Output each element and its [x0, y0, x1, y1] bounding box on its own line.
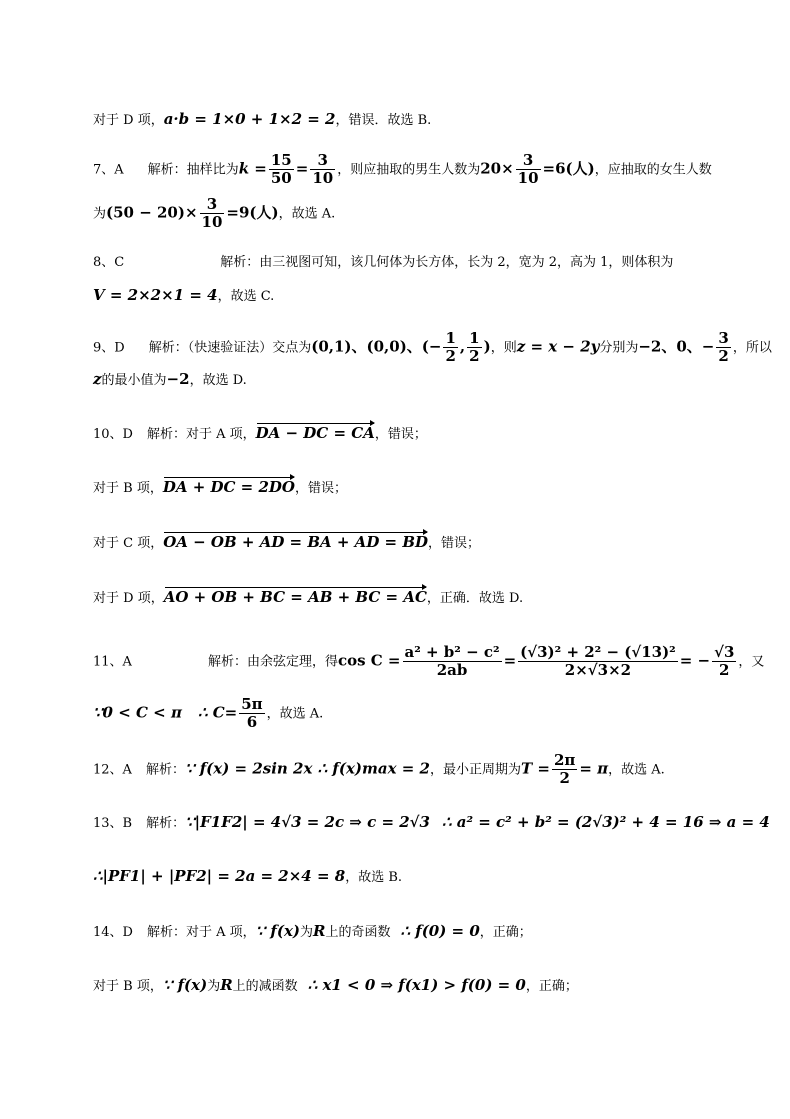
text: 解析：对于 A 项，	[146, 925, 256, 940]
text: 对于 D 项，	[93, 113, 164, 128]
text: ，又	[738, 654, 765, 670]
math: ∵ f(x) = 2sin 2x ∴ f(x)max = 2	[184, 759, 430, 778]
text: ，故选 C.	[217, 289, 275, 304]
math: (0,1)、(0,0)、(−	[311, 337, 442, 356]
q14-line-b	[93, 978, 578, 993]
math-volume: V = 2×2×1 = 4	[93, 286, 218, 304]
question-label: 14、D	[93, 925, 133, 940]
math-vector: AO + OB + BC = AB + BC = AC	[163, 588, 427, 606]
fraction: $\frac{3}{10}$	[201, 195, 223, 232]
text: 为	[207, 979, 221, 994]
q8-line-2	[93, 288, 274, 303]
math-vector: OA − OB + AD = BA + AD = BD	[163, 533, 429, 551]
text: 解析：对于 A 项，	[146, 427, 256, 442]
text: 对于 D 项，	[93, 591, 164, 606]
q11-line-1	[93, 644, 764, 680]
text: 解析：由余弦定理，得	[207, 654, 338, 670]
math: ∵|F1F2| = 4√3 = 2c ⇒ c = 2√3	[185, 813, 430, 831]
q7-line-2	[93, 196, 335, 232]
math: =	[503, 651, 517, 670]
fraction: $\frac{\text{(√3)² + 2² − (√13)²}}{2\times√3\times 2}$	[520, 643, 676, 680]
math: −2、0、−	[638, 337, 715, 356]
text: 为	[93, 206, 107, 222]
text: 对于 B 项，	[93, 979, 163, 994]
fraction: $\frac{2\pi}{2}$	[553, 751, 576, 788]
question-label: 8、C	[93, 255, 125, 270]
math: )	[483, 337, 491, 356]
question-label: 10、D	[93, 427, 133, 442]
text: ，正确；	[525, 979, 578, 994]
fraction: $\frac{√3}{2}$	[714, 643, 735, 680]
q8-line-1	[93, 256, 673, 269]
text: 解析：	[146, 816, 186, 831]
math: =9(人)	[226, 203, 279, 222]
text: 解析：	[145, 762, 185, 778]
text: 的最小值为	[101, 373, 167, 388]
text: 对于 B 项，	[93, 481, 163, 496]
math: 20×	[480, 159, 514, 178]
text: ，正确；	[479, 925, 532, 940]
text: 为	[299, 925, 313, 940]
math: ∴ a² = c² + b² = (2√3)² + 4 = 16 ⇒ a = 4	[441, 813, 770, 831]
text: ，故选 A.	[278, 206, 336, 222]
math: T =	[521, 759, 550, 778]
math: ∴|PF1| + |PF2| = 2a = 2×4 = 8	[93, 867, 346, 885]
math: z	[93, 370, 102, 388]
text: ，正确．故选 D.	[426, 591, 524, 606]
text: ，错误；	[374, 427, 427, 442]
text: ，所以	[732, 340, 772, 356]
fraction: $\frac{3}{2}$	[718, 329, 729, 366]
q9-line-1	[93, 330, 772, 366]
q10-line-c	[93, 535, 480, 550]
math-vector: DA + DC = 2DO	[162, 478, 295, 496]
text: ，应抽取的女生人数	[594, 162, 712, 178]
q9-line-2	[93, 372, 247, 387]
math: ,	[459, 337, 466, 356]
fraction: $\frac{1}{2}$	[445, 329, 456, 366]
text: 解析：抽样比为	[147, 162, 239, 178]
math-dot-product: a·b = 1×0 + 1×2 = 2	[163, 110, 336, 128]
text: 解析：由三视图可知，该几何体为长方体，长为 2，宽为 2，高为 1，则体积为	[220, 255, 674, 270]
question-label: 13、B	[93, 816, 133, 831]
text: ，故选 D.	[189, 373, 247, 388]
math-vector: DA − DC = CA	[255, 424, 375, 442]
math: k =	[238, 159, 267, 178]
fraction: $\frac{\text{a² + b² − c²}}{2ab}$	[404, 643, 500, 680]
math: R	[220, 976, 233, 994]
text: 对于 C 项，	[93, 536, 164, 551]
math: cos C =	[337, 651, 401, 670]
q12-line	[93, 752, 665, 788]
text: ，则	[490, 340, 517, 356]
line-d-conclusion	[93, 112, 431, 127]
q10-line-b	[93, 480, 347, 495]
fraction: $\frac{3}{10}$	[312, 151, 334, 188]
math: = −	[679, 651, 711, 670]
question-label: 9、D	[93, 340, 125, 356]
text: ，错误；	[294, 481, 347, 496]
math: = π	[579, 759, 609, 778]
question-label: 11、A	[93, 654, 132, 670]
text: ，故选 B.	[345, 870, 403, 885]
text: ，故选 A.	[266, 706, 324, 722]
q13-line-1	[93, 815, 770, 830]
math: ∵ f(x)	[162, 976, 208, 994]
math: R	[313, 922, 326, 940]
math: ∴ f(0) = 0	[400, 922, 480, 940]
q7-line-1	[93, 152, 712, 188]
fraction: $\frac{5\pi}{6}$	[241, 695, 263, 732]
fraction: $\frac{3}{10}$	[517, 151, 539, 188]
math: (50 − 20)×	[106, 203, 198, 222]
text: ，错误．故选 B.	[335, 113, 432, 128]
math: ∵0 < C < π	[93, 703, 182, 722]
text: ，则应抽取的男生人数为	[337, 162, 481, 178]
text: 解析：（快速验证法）交点为	[148, 340, 312, 356]
math: ∴ C=	[197, 703, 238, 722]
q14-line-a	[93, 924, 532, 939]
q10-line-a	[93, 426, 427, 441]
q10-line-d	[93, 590, 523, 605]
math: z = x − 2y	[516, 337, 600, 356]
fraction: $\frac{15}{50}$	[270, 151, 292, 188]
text: ，故选 A.	[608, 762, 665, 778]
math: ∴ x1 < 0 ⇒ f(x1) > f(0) = 0	[307, 976, 526, 994]
question-label: 7、A	[93, 162, 124, 178]
math: ∵ f(x)	[255, 922, 300, 940]
text: 分别为	[599, 340, 639, 356]
math: =	[295, 159, 309, 178]
text: 上的减函数	[232, 979, 298, 994]
q11-line-2	[93, 696, 323, 732]
fraction: $\frac{1}{2}$	[469, 329, 480, 366]
text: ，最小正周期为	[429, 762, 521, 778]
question-label: 12、A	[93, 762, 132, 778]
math: −2	[166, 370, 190, 388]
text: ，错误；	[428, 536, 481, 551]
math: =6(人)	[542, 159, 595, 178]
text: 上的奇函数	[325, 925, 391, 940]
q13-line-2	[93, 869, 402, 884]
